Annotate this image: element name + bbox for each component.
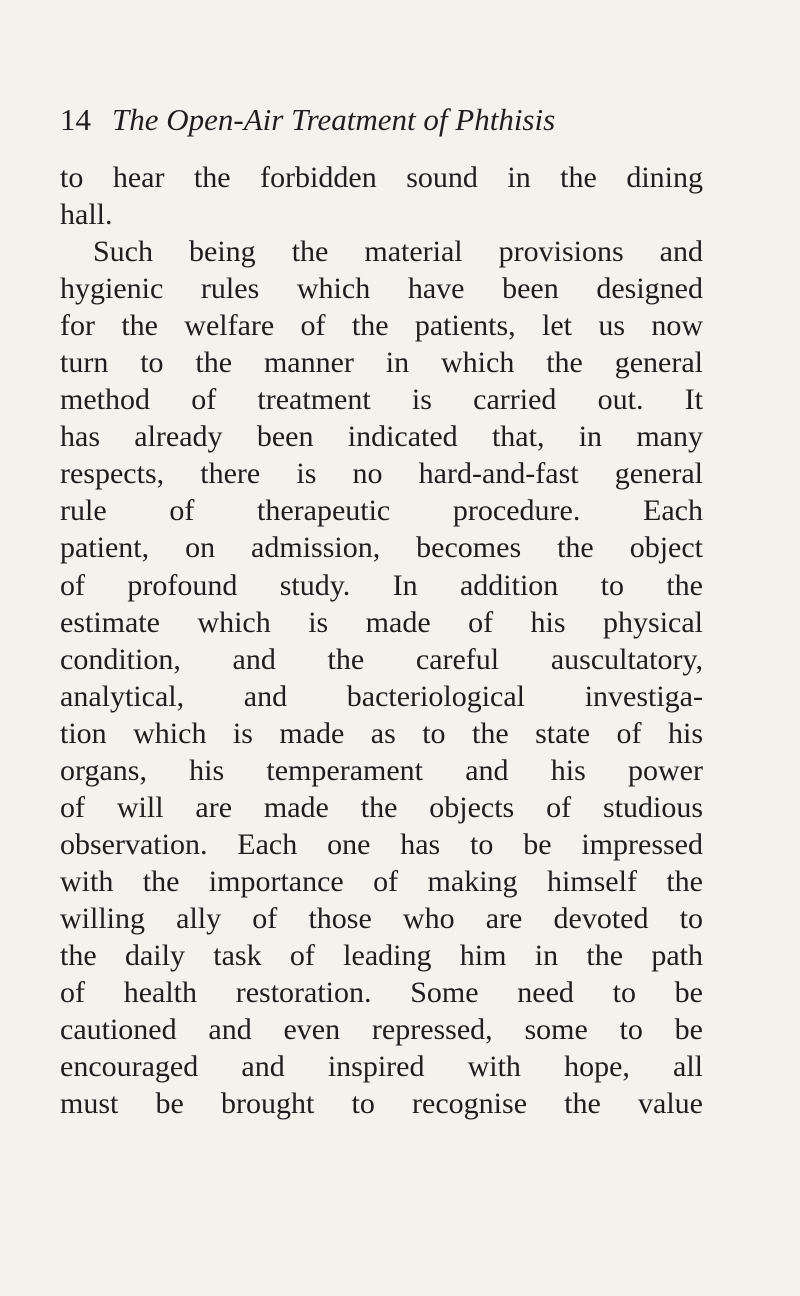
text-line: patient, on admission, becomes the object [60, 531, 703, 565]
text-line: willing ally of those who are devoted to [60, 901, 703, 935]
text-line: for the welfare of the patients, let us now [60, 309, 703, 343]
body-text [60, 159, 703, 1122]
text-line: hall. [60, 198, 113, 232]
text-line: must be brought to recognise the value [60, 1087, 703, 1121]
text-line: respects, there is no hard-and-fast general [60, 457, 703, 491]
text-line: turn to the manner in which the general [60, 346, 703, 380]
text-line: of will are made the objects of studious [60, 790, 703, 824]
text-line: to hear the forbidden sound in the dining [60, 161, 703, 194]
text-line: estimate which is made of his physical [60, 605, 703, 639]
text-line: of profound study. In addition to the [60, 568, 703, 602]
running-head [60, 100, 740, 140]
text-line: the daily task of leading him in the path [60, 938, 703, 972]
running-title: The Open-Air Treatment of Phthisis [112, 102, 556, 137]
text-line: observation. Each one has to be impressed [60, 827, 703, 861]
text-line: Such being the material provisions and [93, 235, 703, 269]
text-line: hygienic rules which have been designed [60, 272, 703, 306]
text-line: cautioned and even repressed, some to be [60, 1013, 703, 1047]
text-line: encouraged and inspired with hope, all [60, 1050, 703, 1084]
text-line: analytical, and bacteriological investiga- [60, 679, 703, 713]
text-line: organs, his temperament and his power [60, 753, 703, 787]
page-number: 14 [60, 102, 91, 137]
text-line: has already been indicated that, in many [60, 420, 703, 454]
text-line: condition, and the careful auscultatory, [60, 642, 703, 676]
text-line: tion which is made as to the state of his [60, 716, 703, 750]
text-line: rule of therapeutic procedure. Each [60, 494, 703, 528]
text-line: with the importance of making himself the [60, 864, 703, 898]
text-line: method of treatment is carried out. It [60, 383, 703, 417]
text-line: of health restoration. Some need to be [60, 976, 703, 1010]
